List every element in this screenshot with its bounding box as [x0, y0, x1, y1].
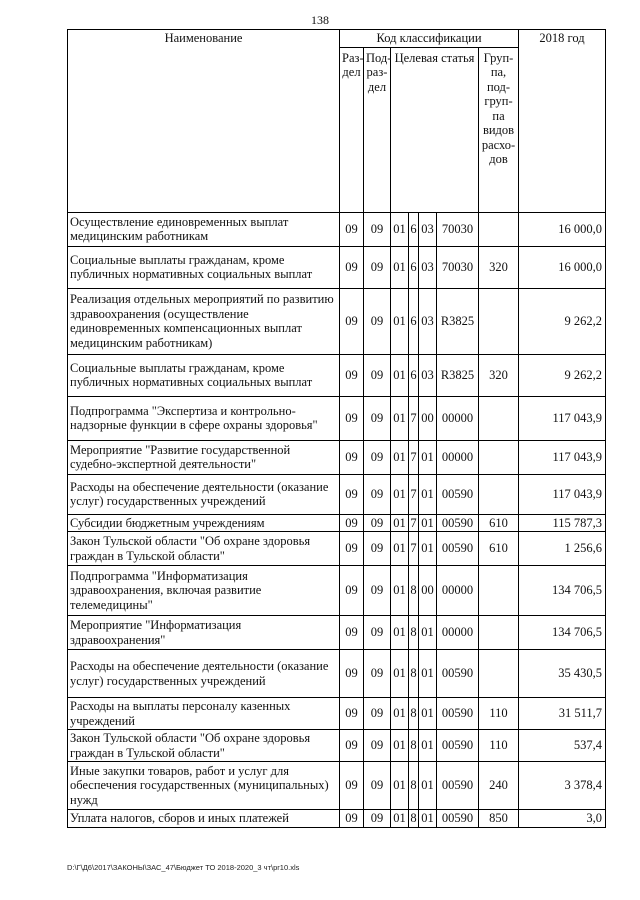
table-row: [68, 730, 606, 762]
table-row: [68, 396, 606, 440]
row-subprogram: 7: [409, 532, 419, 566]
table-body: [68, 212, 606, 827]
row-name: Расходы на обеспечение деятельности (оказание услуг) государственных учреждений: [68, 650, 340, 698]
row-event: 01: [419, 650, 437, 698]
table-row: [68, 354, 606, 396]
table-row: [68, 474, 606, 514]
row-name: Закон Тульской области "Об охране здоровья граждан в Тульской области": [68, 730, 340, 762]
row-expense-group: 240: [479, 762, 519, 810]
row-direction: R3825: [437, 354, 479, 396]
row-event: 01: [419, 514, 437, 532]
row-name: Мероприятие "Развитие государственной судебно-экспертной деятельности": [68, 440, 340, 474]
page-number: 138: [311, 13, 329, 27]
row-program: 01: [391, 532, 409, 566]
row-direction: 00000: [437, 396, 479, 440]
row-event: 01: [419, 616, 437, 650]
row-podrazdel: 09: [364, 566, 391, 616]
row-program: 01: [391, 616, 409, 650]
row-direction: 00590: [437, 762, 479, 810]
row-name: Осуществление единовременных выплат медицинским работникам: [68, 212, 340, 246]
row-name: Подпрограмма "Экспертиза и контрольно-надзорные функции в сфере охраны здоровья": [68, 396, 340, 440]
row-expense-group: [479, 474, 519, 514]
row-razdel: 09: [340, 532, 364, 566]
header-year: 2018 год: [519, 30, 606, 213]
row-program: 01: [391, 288, 409, 354]
row-expense-group: [479, 288, 519, 354]
row-name: Подпрограмма "Информатизация здравоохранения, включая развитие телемедицины": [68, 566, 340, 616]
row-direction: 00000: [437, 566, 479, 616]
row-expense-group: [479, 396, 519, 440]
row-program: 01: [391, 762, 409, 810]
row-subprogram: 7: [410, 515, 417, 530]
row-razdel: 09: [340, 288, 364, 354]
row-amount: 134 706,5: [519, 616, 606, 650]
header-name: Наименование: [68, 30, 340, 213]
row-subprogram: 8: [409, 730, 419, 762]
row-name: Реализация отдельных мероприятий по развитию здравоохранения (осуществление единовременных компенсационных выплат медицинским работникам): [68, 288, 340, 354]
table-row: [68, 566, 606, 616]
row-program: 01: [391, 212, 409, 246]
row-program: 01: [391, 566, 409, 616]
row-program: 01: [391, 474, 409, 514]
row-event: 01: [419, 440, 437, 474]
row-name: Закон Тульской области "Об охране здоровья граждан в Тульской области": [68, 532, 340, 566]
row-razdel: 09: [340, 616, 364, 650]
row-event: 01: [419, 762, 437, 810]
row-podrazdel: 09: [364, 730, 391, 762]
row-name: Мероприятие "Информатизация здравоохранения": [68, 616, 340, 650]
row-podrazdel: 09: [364, 532, 391, 566]
row-podrazdel: 09: [364, 650, 391, 698]
row-subprogram: 8: [409, 762, 419, 810]
row-razdel: 09: [340, 810, 364, 828]
row-amount: 134 706,5: [519, 566, 606, 616]
table-row: [68, 650, 606, 698]
budget-table: [67, 29, 606, 828]
row-expense-group: 320: [479, 354, 519, 396]
row-direction: 00000: [437, 616, 479, 650]
row-event: 03: [419, 354, 437, 396]
row-direction: 00000: [437, 440, 479, 474]
row-podrazdel: 09: [364, 762, 391, 810]
table-row: [68, 810, 606, 828]
row-razdel: 09: [340, 730, 364, 762]
row-razdel: 09: [340, 396, 364, 440]
row-direction: 00590: [437, 650, 479, 698]
row-expense-group: 610: [479, 532, 519, 566]
row-amount: 537,4: [519, 730, 606, 762]
row-amount: 9 262,2: [519, 288, 606, 354]
row-subprogram: 7: [409, 474, 419, 514]
row-name: Социальные выплаты гражданам, кроме публичных нормативных социальных выплат: [68, 354, 340, 396]
row-direction: 00590: [437, 474, 479, 514]
row-event: 01: [419, 698, 437, 730]
row-podrazdel: 09: [364, 810, 391, 828]
row-expense-group: [479, 212, 519, 246]
row-subprogram: 8: [409, 650, 419, 698]
row-razdel: 09: [340, 474, 364, 514]
row-name: Расходы на обеспечение деятельности (оказание услуг) государственных учреждений: [68, 474, 340, 514]
row-podrazdel: 09: [364, 440, 391, 474]
header-target-article: Целевая статья: [391, 47, 479, 212]
row-event: 01: [419, 532, 437, 566]
row-expense-group: 110: [479, 730, 519, 762]
row-subprogram: 7: [409, 440, 419, 474]
row-event: 01: [419, 730, 437, 762]
row-subprogram: 8: [409, 698, 419, 730]
row-event: 00: [419, 396, 437, 440]
row-amount: 16 000,0: [519, 212, 606, 246]
row-direction: 00590: [437, 514, 479, 532]
table-row: [68, 616, 606, 650]
header-row-top: [68, 30, 606, 48]
row-program: 01: [391, 246, 409, 288]
row-amount: 35 430,5: [519, 650, 606, 698]
row-subprogram: 6: [409, 212, 419, 246]
row-direction: 00590: [437, 730, 479, 762]
row-event: 03: [419, 288, 437, 354]
row-podrazdel: 09: [364, 474, 391, 514]
row-name: Расходы на выплаты персоналу казенных учреждений: [68, 698, 340, 730]
row-subprogram: 8: [410, 811, 417, 825]
table-row: [68, 698, 606, 730]
table-row: [68, 212, 606, 246]
row-program: 01: [391, 698, 409, 730]
table-row: [68, 532, 606, 566]
table-row: [68, 246, 606, 288]
row-podrazdel: 09: [364, 616, 391, 650]
row-podrazdel: 09: [364, 288, 391, 354]
table-row: [68, 514, 606, 532]
row-podrazdel: 09: [364, 396, 391, 440]
row-expense-group: 320: [479, 246, 519, 288]
row-podrazdel: 09: [364, 246, 391, 288]
row-expense-group: 610: [479, 514, 519, 532]
header-podrazdel: Под-раз-дел: [364, 47, 391, 212]
table-header: [68, 30, 606, 213]
row-expense-group: [479, 440, 519, 474]
table-row: [68, 288, 606, 354]
row-podrazdel: 09: [364, 514, 391, 532]
row-podrazdel: 09: [364, 354, 391, 396]
row-amount: 117 043,9: [519, 396, 606, 440]
row-program: 01: [391, 650, 409, 698]
row-event: 00: [419, 566, 437, 616]
row-subprogram: 6: [409, 354, 419, 396]
row-subprogram: 7: [409, 396, 419, 440]
row-direction: 70030: [437, 246, 479, 288]
row-program: 01: [391, 730, 409, 762]
row-razdel: 09: [340, 514, 364, 532]
row-razdel: 09: [340, 650, 364, 698]
file-path-footer: D:\Г\Д6\2017\ЗАКОНЫ\ЗАС_47\Бюджет ТО 2018-2020_3 чт\pr10.xls: [67, 863, 300, 872]
row-subprogram: 8: [409, 616, 419, 650]
row-subprogram: 6: [409, 288, 419, 354]
row-amount: 117 043,9: [519, 474, 606, 514]
row-amount: 3,0: [519, 810, 606, 828]
row-expense-group: [479, 566, 519, 616]
row-amount: 3 378,4: [519, 762, 606, 810]
row-program: 01: [391, 354, 409, 396]
row-direction: 70030: [437, 212, 479, 246]
row-amount: 1 256,6: [519, 532, 606, 566]
row-program: 01: [391, 810, 409, 828]
row-razdel: 09: [340, 440, 364, 474]
row-expense-group: [479, 616, 519, 650]
row-razdel: 09: [340, 698, 364, 730]
row-event: 03: [419, 246, 437, 288]
row-amount: 9 262,2: [519, 354, 606, 396]
row-direction: R3825: [437, 288, 479, 354]
row-program: 01: [391, 440, 409, 474]
header-razdel: Раз-дел: [340, 47, 364, 212]
header-classification-code: Код классификации: [340, 30, 519, 48]
row-event: 01: [419, 474, 437, 514]
row-razdel: 09: [340, 566, 364, 616]
row-amount: 117 043,9: [519, 440, 606, 474]
row-direction: 00590: [437, 532, 479, 566]
row-event: 01: [419, 810, 437, 828]
row-name: Уплата налогов, сборов и иных платежей: [68, 810, 340, 828]
row-event: 03: [419, 212, 437, 246]
row-amount: 115 787,3: [519, 514, 606, 532]
table-row: [68, 762, 606, 810]
row-subprogram: 8: [409, 566, 419, 616]
row-razdel: 09: [340, 246, 364, 288]
row-expense-group: [479, 650, 519, 698]
row-razdel: 09: [340, 354, 364, 396]
row-program: 01: [391, 514, 409, 532]
table-row: [68, 440, 606, 474]
row-direction: 00590: [437, 698, 479, 730]
row-razdel: 09: [340, 762, 364, 810]
row-podrazdel: 09: [364, 212, 391, 246]
row-direction: 00590: [437, 810, 479, 828]
row-name: Иные закупки товаров, работ и услуг для обеспечения государственных (муниципальных) нужд: [68, 762, 340, 810]
row-amount: 31 511,7: [519, 698, 606, 730]
row-expense-group: 850: [479, 810, 519, 828]
row-name: Субсидии бюджетным учреждениям: [68, 514, 340, 532]
row-expense-group: 110: [479, 698, 519, 730]
row-name: Социальные выплаты гражданам, кроме публичных нормативных социальных выплат: [68, 246, 340, 288]
row-razdel: 09: [340, 212, 364, 246]
row-program: 01: [391, 396, 409, 440]
row-podrazdel: 09: [364, 698, 391, 730]
row-subprogram: 6: [409, 246, 419, 288]
row-amount: 16 000,0: [519, 246, 606, 288]
header-expense-group: Груп-па, под-груп-па видов расхо-дов: [479, 47, 519, 212]
